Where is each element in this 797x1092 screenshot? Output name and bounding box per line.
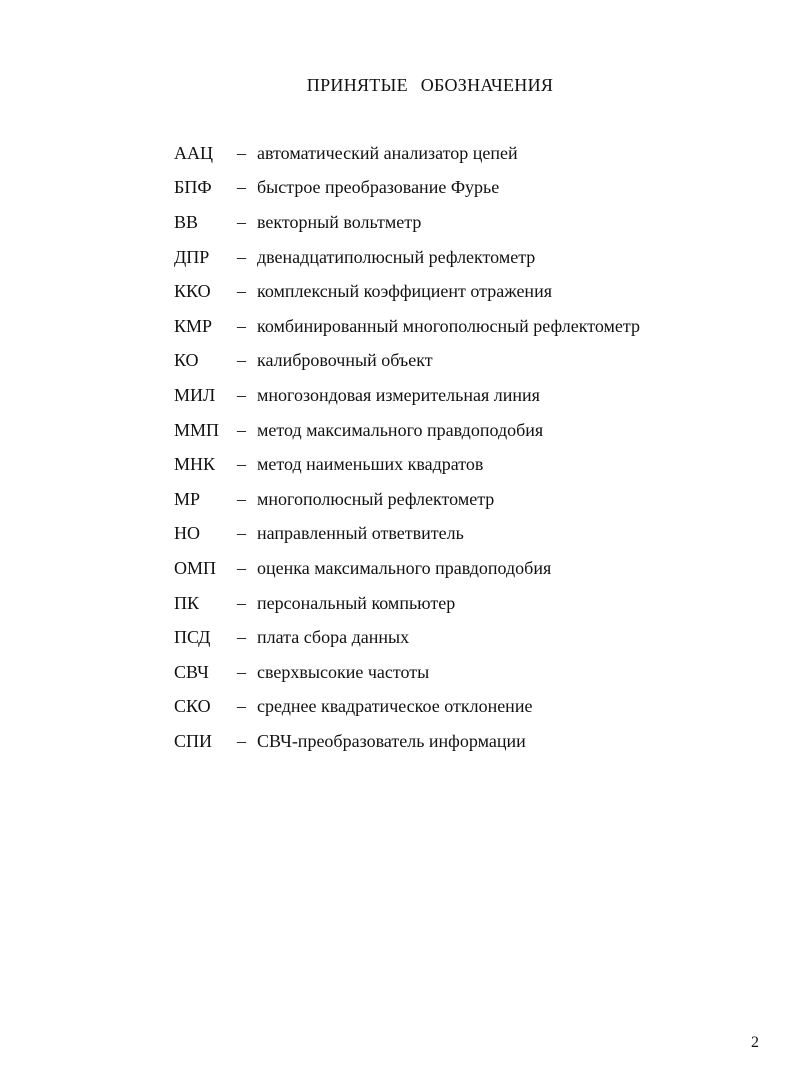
abbreviations-list [174,136,734,759]
page-title: ПРИНЯТЫЕ ОБОЗНАЧЕНИЯ [306,75,554,95]
definition: комбинированный многополюсный рефлектометр [257,315,640,336]
list-item [174,274,734,309]
abbreviation: КО [174,350,199,371]
list-item [174,551,734,586]
definition: персональный компьютер [257,592,456,613]
separator-dash: – [237,730,246,751]
abbreviation: ПК [174,592,200,613]
definition: многополюсный рефлектометр [257,488,495,509]
definition: сверхвысокие частоты [257,661,430,682]
abbreviation: НО [174,523,200,544]
definition: метод максимального правдоподобия [257,419,544,440]
separator-dash: – [237,419,246,440]
list-item [174,171,734,206]
abbreviation: ККО [174,281,211,302]
page-number: 2 [751,1034,759,1051]
definition: направленный ответвитель [257,523,464,544]
definition: метод наименьших квадратов [257,454,484,475]
abbreviation: МИЛ [174,384,216,405]
abbreviation: БПФ [174,177,212,198]
list-item [174,344,734,379]
list-item [174,378,734,413]
definition: плата сбора данных [257,627,410,648]
list-item [174,586,734,621]
list-item [174,482,734,517]
separator-dash: – [237,211,246,232]
separator-dash: – [237,281,246,302]
definition: автоматический анализатор цепей [257,142,518,163]
list-item [174,690,734,725]
separator-dash: – [237,315,246,336]
separator-dash: – [237,592,246,613]
separator-dash: – [237,384,246,405]
separator-dash: – [237,350,246,371]
list-item [174,240,734,275]
definition: калибровочный объект [257,350,433,371]
abbreviation: СВЧ [174,661,209,682]
list-item [174,309,734,344]
abbreviation: СПИ [174,730,213,751]
definition: векторный вольтметр [257,211,422,232]
separator-dash: – [237,454,246,475]
abbreviation: ПСД [174,627,211,648]
list-item [174,620,734,655]
abbreviation: ВВ [174,211,199,232]
list-item [174,517,734,552]
abbreviation: МНК [174,454,216,475]
abbreviation: ММП [174,419,220,440]
definition: СВЧ-преобразователь информации [257,730,526,751]
separator-dash: – [237,488,246,509]
definition: оценка максимального правдоподобия [257,557,552,578]
list-item [174,413,734,448]
definition: быстрое преобразование Фурье [257,177,500,198]
abbreviation: МР [174,488,201,509]
abbreviation: ДПР [174,246,210,267]
definition: комплексный коэффициент отражения [257,281,552,302]
list-item [174,724,734,759]
definition: среднее квадратическое отклонение [257,696,533,717]
definition: двенадцатиполюсный рефлектометр [257,246,536,267]
separator-dash: – [237,523,246,544]
separator-dash: – [237,557,246,578]
separator-dash: – [237,627,246,648]
separator-dash: – [237,246,246,267]
separator-dash: – [237,142,246,163]
abbreviation: ААЦ [174,142,213,163]
abbreviation: ОМП [174,557,217,578]
list-item [174,136,734,171]
abbreviation: СКО [174,696,211,717]
definition: многозондовая измерительная линия [257,384,540,405]
separator-dash: – [237,696,246,717]
list-item [174,447,734,482]
separator-dash: – [237,177,246,198]
separator-dash: – [237,661,246,682]
abbreviation: КМР [174,315,213,336]
list-item [174,655,734,690]
list-item [174,205,734,240]
